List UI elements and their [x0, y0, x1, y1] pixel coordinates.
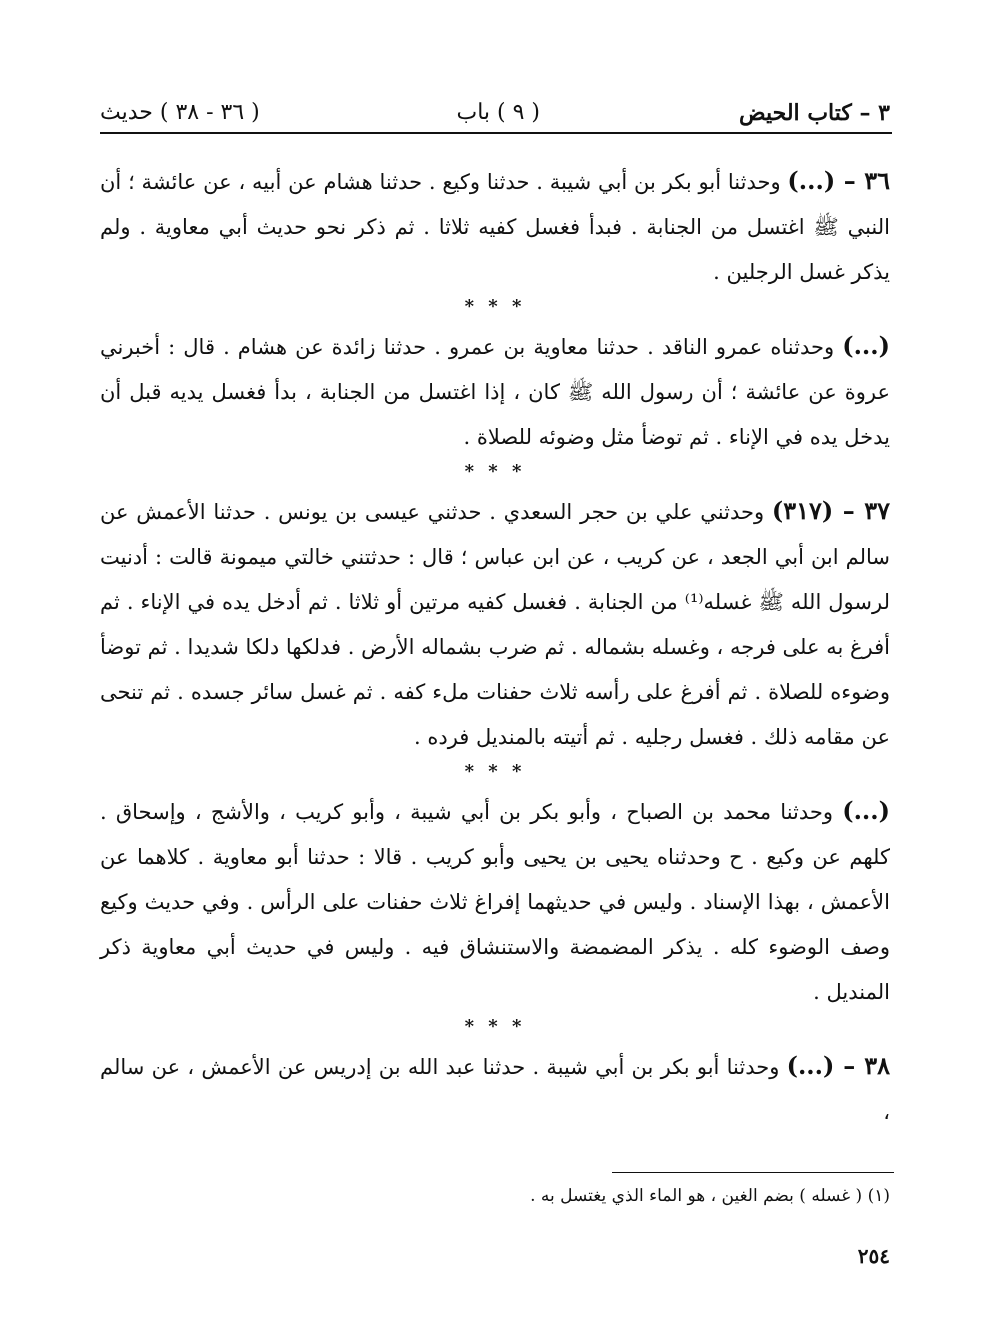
book-title: ٣ – كتاب الحيض — [739, 100, 890, 126]
section-separator: * * * — [464, 461, 526, 482]
hadith-number: ٣٦ – (...) — [787, 166, 890, 195]
section-separator: * * * — [464, 761, 526, 782]
page-number: ٢٥٤ — [857, 1244, 890, 1268]
section-separator: * * * — [464, 1016, 526, 1037]
hadith-text: وحدثنا أبو بكر بن أبي شيبة . حدثنا وكيع . حدثنا هشام عن أبيه ، عن عائشة ؛ أن النبي ﷺ اغتسل من الجنابة . فبدأ فغسل كفيه ثلاثا . ثم ذكر نحو حديث أبي معاوية . ولم يذكر غسل الرجلين . — [100, 170, 890, 284]
hadith-range: ( ٣٦ - ٣٨ ) حديث — [100, 100, 260, 125]
footnote-rule — [612, 1172, 894, 1173]
section-separator: * * * — [464, 296, 526, 317]
hadith-number: ٣٨ – (...) — [786, 1051, 890, 1080]
hadith-text: وحدثنا أبو بكر بن أبي شيبة . حدثنا عبد الله بن إدريس عن الأعمش ، عن سالم ، — [100, 1055, 890, 1124]
page-header — [100, 96, 890, 130]
hadith-text: وحدثنا محمد بن الصباح ، وأبو بكر بن أبي شيبة ، وأبو كريب ، والأشج ، وإسحاق . كلهم عن وكيع . ح وحدثناه يحيى بن يحيى وأبو كريب . قالا : حدثنا أبو معاوية . كلاهما عن الأعمش ، بهذا الإسناد . وليس في حديثهما إفراغ ثلاث حفنات على الرأس . وفي حديث وكيع وصف الوضوء كله . يذكر المضمضة والاستنشاق فيه . وليس في حديث أبي معاوية ذكر المنديل . — [100, 800, 890, 1004]
hadith-paragraph — [100, 488, 890, 760]
hadith-text: وحدثني علي بن حجر السعدي . حدثني عيسى بن يونس . حدثنا الأعمش عن سالم ابن أبي الجعد ، عن كريب ، عن ابن عباس ؛ قال : حدثتني خالتي ميمونة قالت : أدنيت لرسول الله ﷺ غسله⁽¹⁾ من الجنابة . فغسل كفيه مرتين أو ثلاثا . ثم أدخل يده في الإناء . ثم أفرغ به على فرجه ، وغسله بشماله . ثم ضرب بشماله الأرض . فدلكها دلكا شديدا . ثم توضأ وضوءه للصلاة . ثم أفرغ على رأسه ثلاث حفنات ملء كفه . ثم غسل سائر جسده . ثم تنحى عن مقامه ذلك . فغسل رجليه . ثم أتيته بالمنديل فرده . — [100, 500, 890, 749]
hadith-paragraph — [100, 788, 890, 1015]
hadith-text: وحدثناه عمرو الناقد . حدثنا معاوية بن عمرو . حدثنا زائدة عن هشام . قال : أخبرني عروة عن عائشة ؛ أن رسول الله ﷺ كان ، إذا اغتسل من الجنابة ، بدأ فغسل يديه قبل أن يدخل يده في الإناء . ثم توضأ مثل وضوئه للصلاة . — [100, 335, 890, 449]
hadith-number: (...) — [842, 331, 890, 360]
header-rule — [100, 132, 892, 134]
hadith-number: ٣٧ – (٣١٧) — [771, 496, 890, 525]
hadith-paragraph — [100, 158, 890, 295]
hadith-paragraph — [100, 323, 890, 460]
chapter-label: ( ٩ ) باب — [456, 100, 540, 125]
footnote: (١) ( غسله ) بضم الغين ، هو الماء الذي يغتسل به . — [530, 1186, 890, 1206]
hadith-paragraph — [100, 1043, 890, 1135]
hadith-number: (...) — [842, 796, 890, 825]
main-text — [100, 158, 890, 1135]
